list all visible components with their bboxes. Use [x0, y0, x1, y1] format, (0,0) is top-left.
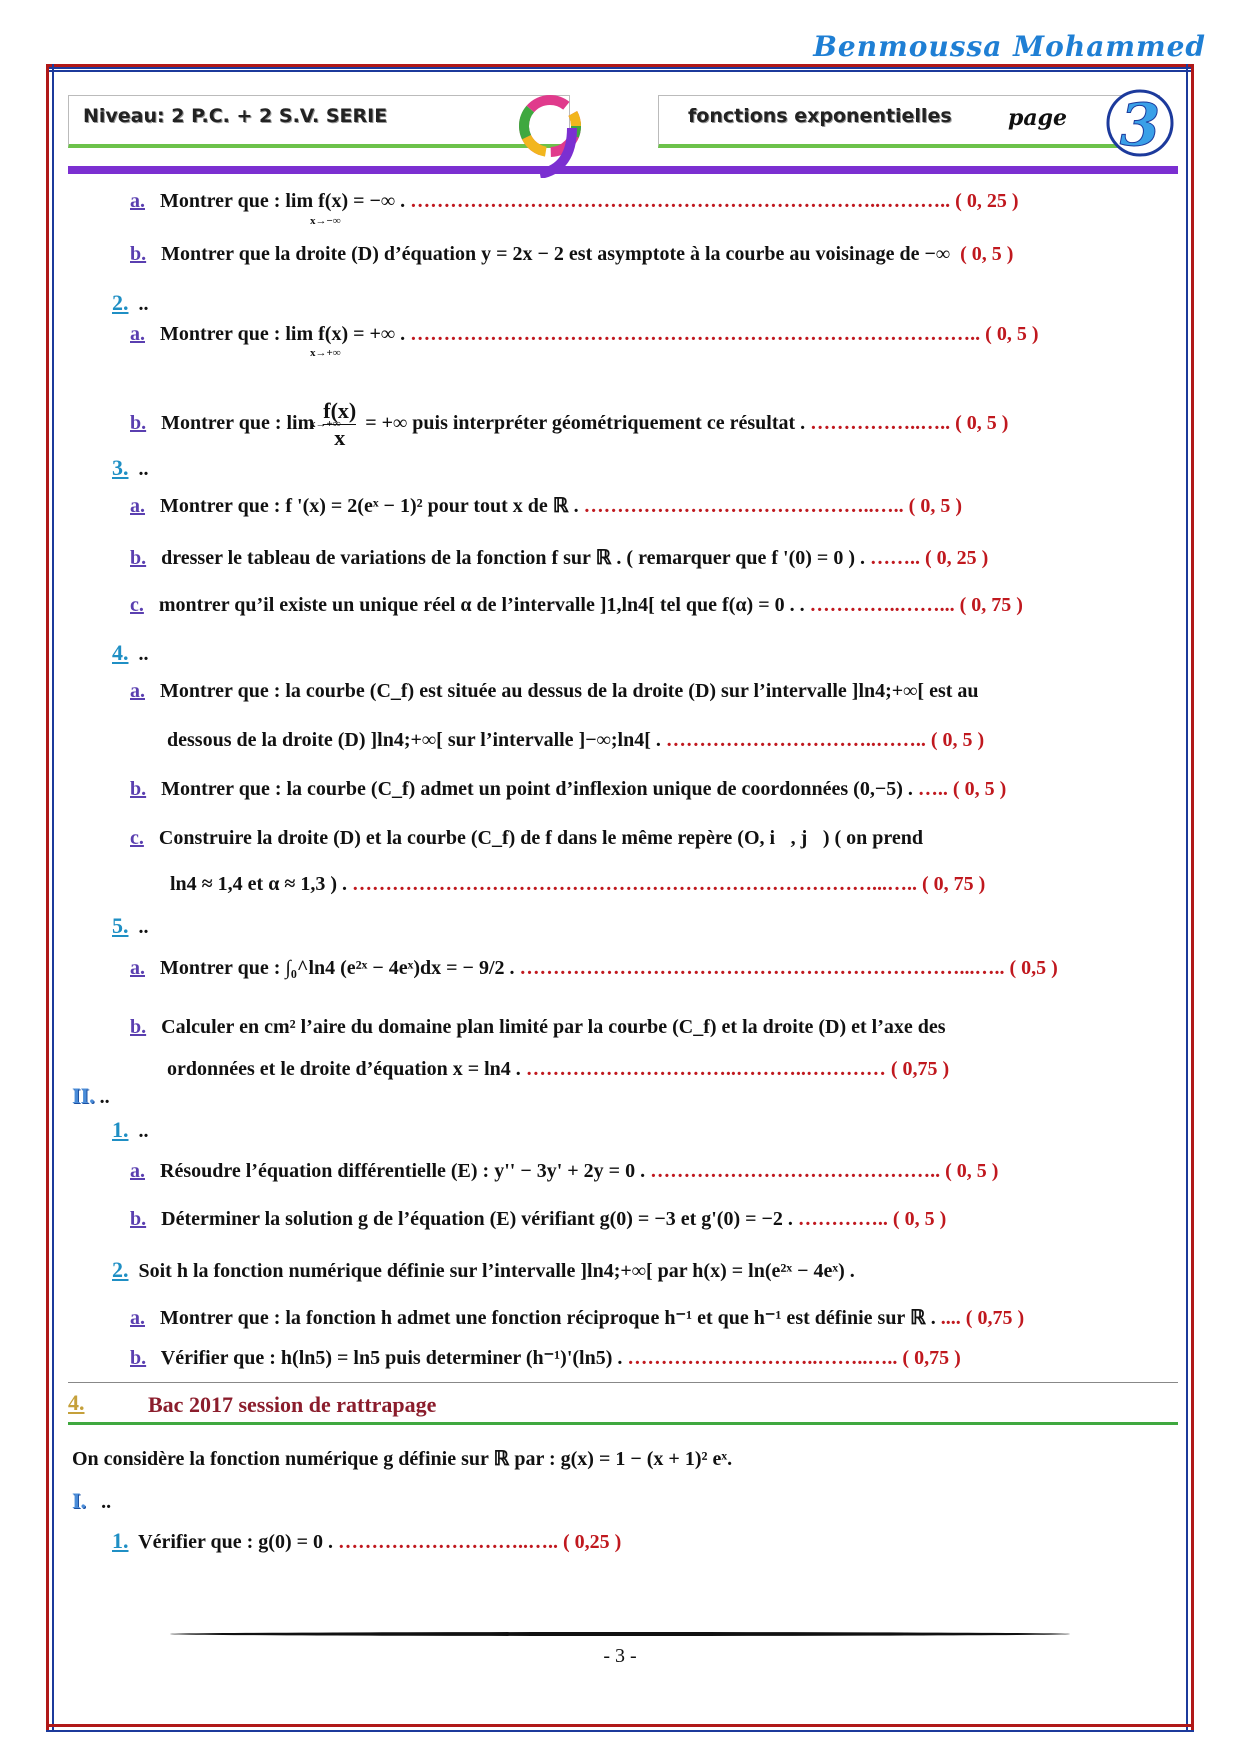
line-5b-cont: ordonnées et le droite d’équation x = ln4 . …………………………..………..………… ( 0,75 )	[167, 1058, 950, 1080]
bottom-frame-line-2	[46, 1730, 1194, 1732]
question-II-2: 2. Soit h la fonction numérique définie sur l’intervalle ]ln4;+∞[ par h(x) = ln(e²ˣ − 4eˣ) .	[112, 1257, 855, 1282]
section-4-title: Bac 2017 session de rattrapage	[148, 1392, 437, 1417]
line-3a: a. Montrer que : f '(x) = 2(eˣ − 1)² pour tout x de ℝ . ……………………………………..….. ( 0, 5 )	[130, 495, 962, 517]
line-1b: b. Montrer que la droite (D) d’équation y = 2x − 2 est asymptote à la courbe au voisinage de −∞ ( 0, 5 )	[130, 243, 1014, 265]
section-4-number: 4.	[68, 1390, 85, 1415]
line-5a: a. Montrer que : ∫₀^ln4 (e²ˣ − 4eˣ)dx = − 9/2 . …………………………………………………………...….. ( 0,5 )	[130, 957, 1058, 979]
bottom-frame-line	[46, 1724, 1194, 1727]
line-4b: b. Montrer que : la courbe (C_f) admet un point d’inflexion unique de coordonnées (0,−5) . ….. ( 0, 5 )	[130, 778, 1007, 800]
limit-sub-1: x→−∞	[310, 215, 341, 227]
line-1a: a. Montrer que : lim f(x) = −∞ . ……………………………………………………………..……….. ( 0, 25 )	[130, 190, 1019, 212]
header-page-label: page	[1008, 105, 1068, 131]
section-4-item-1: 1. Vérifier que : g(0) = 0 . ………………………..….. ( 0,25 )	[112, 1528, 622, 1553]
left-frame-line	[46, 64, 49, 1732]
limit-sub-3: x→+∞	[310, 418, 341, 430]
line-3c: c. montrer qu’il existe un unique réel α de l’intervalle ]1,ln4[ tel que f(α) = 0 . . …………..……... ( 0, 75 )	[130, 594, 1023, 616]
left-frame-line-2	[52, 64, 54, 1732]
line-4a-cont: dessous de la droite (D) ]ln4;+∞[ sur l’intervalle ]−∞;ln4[ . …………………………..…….. ( 0, 5 )	[167, 729, 985, 751]
line-4a: a. Montrer que : la courbe (C_f) est située au dessus de la droite (D) sur l’intervalle ]ln4;+∞[ est au	[130, 680, 979, 702]
top-frame-line	[46, 64, 1194, 69]
line-3b: b. dresser le tableau de variations de la fonction f sur ℝ . ( remarquer que f '(0) = 0 ) . …….. ( 0, 25 )	[130, 547, 989, 569]
header-topic: fonctions exponentielles	[688, 105, 952, 127]
line-II-2b: b. Vérifier que : h(ln5) = ln5 puis determiner (h⁻¹)'(ln5) . ………………………..……..….. ( 0,75 )	[130, 1347, 961, 1369]
header-bar	[68, 166, 1178, 174]
line-2a: a. Montrer que : lim f(x) = +∞ . ………………………………………………………………………….. ( 0, 5 )	[130, 323, 1039, 345]
limit-sub-2: x→+∞	[310, 347, 341, 359]
line-2b: b. Montrer que : lim $\frac{f(x)}{x}$ = +∞ puis interpréter géométriquement ce résultat . ……………..….. ( 0, 5 )	[130, 398, 1009, 450]
serie-number-logo	[510, 88, 590, 178]
page-header	[68, 95, 1178, 175]
right-frame-line-2	[1186, 64, 1188, 1732]
question-4: 4. ..	[112, 640, 149, 665]
line-II-1b: b. Déterminer la solution g de l’équation (E) vérifiant g(0) = −3 et g'(0) = −2 . ………….. ( 0, 5 )	[130, 1208, 947, 1230]
line-4c: c. Construire la droite (D) et la courbe (C_f) de f dans le même repère (O, i⃗, j⃗) ( on prend	[130, 827, 924, 849]
question-2: 2. ..	[112, 290, 149, 315]
question-5: 5. ..	[112, 913, 149, 938]
header-level: Niveau: 2 P.C. + 2 S.V. SERIE	[83, 105, 388, 127]
part-II: II. ..	[72, 1083, 110, 1108]
line-5b: b. Calculer en cm² l’aire du domaine plan limité par la courbe (C_f) et la droite (D) et l’axe des	[130, 1016, 946, 1038]
right-frame-line	[1191, 64, 1194, 1732]
top-frame-line-2	[46, 70, 1194, 72]
footer-page-number: - 3 -	[603, 1645, 637, 1667]
author-name: Benmoussa Mohammed	[813, 30, 1206, 63]
footer-line	[170, 1632, 1070, 1636]
question-3: 3. ..	[112, 455, 149, 480]
section-4-part-I: I. ..	[72, 1488, 112, 1513]
page-number-badge	[1098, 87, 1178, 157]
section-separator-bottom	[68, 1422, 1178, 1425]
line-II-1a: a. Résoudre l’équation différentielle (E) : y'' − 3y' + 2y = 0 . …………………………………….. ( 0, 5 )	[130, 1160, 999, 1182]
line-4c-cont: ln4 ≈ 1,4 et α ≈ 1,3 ) . ……………………………………………………………………...….. ( 0, 75 )	[170, 873, 986, 895]
page-number: 3	[1119, 91, 1161, 157]
question-II-1: 1. ..	[112, 1117, 149, 1142]
section-4-intro: On considère la fonction numérique g définie sur ℝ par : g(x) = 1 − (x + 1)² eˣ.	[72, 1448, 733, 1470]
section-separator-top	[68, 1382, 1178, 1383]
line-II-2a: a. Montrer que : la fonction h admet une fonction réciproque h⁻¹ et que h⁻¹ est définie sur ℝ . .... ( 0,75 )	[130, 1307, 1025, 1329]
